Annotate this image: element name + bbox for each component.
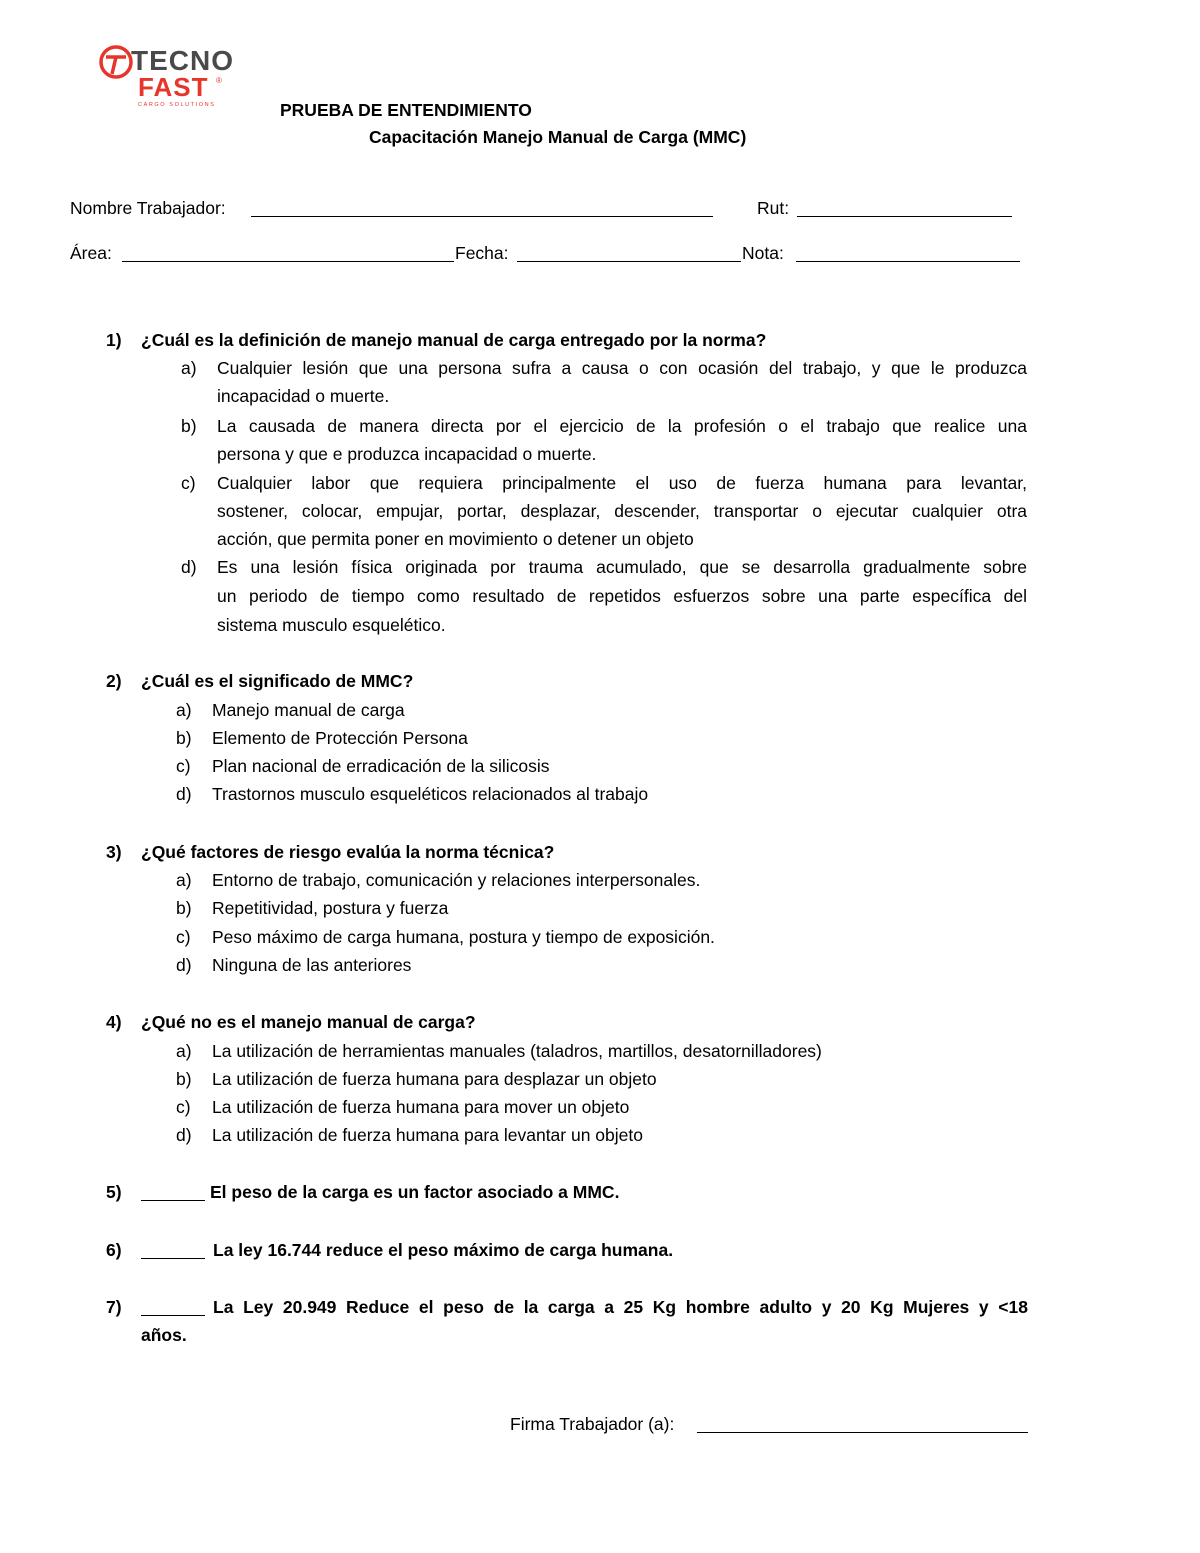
question-number: 6) [106,1240,122,1260]
option-letter: d) [176,1125,192,1145]
option-text-line: incapacidad o muerte. [217,386,390,406]
option-letter: d) [176,784,192,804]
field-nota-line[interactable] [796,243,1020,262]
option-text: Entorno de trabajo, comunicación y relaciones interpersonales. [212,870,701,890]
option-letter: b) [181,416,197,436]
page-title: PRUEBA DE ENTENDIMIENTO [280,100,532,120]
question-number: 1) [106,330,122,350]
field-rut-line[interactable] [797,198,1012,217]
option-letter: a) [176,870,192,890]
option-letter: c) [176,927,191,947]
option-letter: b) [176,1069,192,1089]
signature-label: Firma Trabajador (a): [510,1414,675,1434]
statement-text: La ley 16.744 reduce el peso máximo de carga humana. [213,1240,674,1260]
option-text-line: Cualquier labor que requiera principalmente el uso de fuerza humana para levantar, [217,473,1027,493]
field-rut-label: Rut: [757,198,790,218]
option-letter: d) [176,955,192,975]
field-area-line[interactable] [122,243,454,262]
option-letter: c) [176,756,191,776]
logo-text-tecno: TECNO [131,45,234,76]
statement-text-line: años. [141,1325,187,1345]
option-text: La utilización de fuerza humana para levantar un objeto [212,1125,643,1145]
option-text: La utilización de fuerza humana para mover un objeto [212,1097,630,1117]
answer-blank[interactable] [141,1240,205,1259]
question-number: 5) [106,1182,122,1202]
signature-line[interactable] [697,1414,1028,1433]
option-letter: b) [176,728,192,748]
field-nombre-label: Nombre Trabajador: [70,198,226,218]
field-fecha-label: Fecha: [455,243,509,263]
logo-text-fast: FAST [138,72,209,102]
option-letter: c) [181,473,196,493]
field-fecha-line[interactable] [517,243,741,262]
option-text-line: Cualquier lesión que una persona sufra a causa o con ocasión del trabajo, y que le produzca [217,358,1027,378]
question-number: 2) [106,671,122,691]
option-letter: b) [176,898,192,918]
question-number: 7) [106,1297,122,1317]
field-area-label: Área: [70,243,112,263]
question-number: 3) [106,842,122,862]
option-letter: c) [176,1097,191,1117]
option-text: Plan nacional de erradicación de la silicosis [212,756,550,776]
question-text: ¿Cuál es la definición de manejo manual de carga entregado por la norma? [141,330,767,350]
option-text-line: un periodo de tiempo como resultado de repetidos esfuerzos sobre una parte específica del [217,586,1027,606]
option-letter: a) [181,358,197,378]
option-text-line: persona y que e produzca incapacidad o muerte. [217,444,597,464]
question-text: ¿Cuál es el significado de MMC? [141,671,414,691]
company-logo [98,40,248,112]
logo-registered: ® [216,76,222,85]
option-text-line: La causada de manera directa por el ejercicio de la profesión o el trabajo que realice una [217,416,1027,436]
option-letter: a) [176,1041,192,1061]
option-text: Elemento de Protección Persona [212,728,468,748]
statement-text: El peso de la carga es un factor asociado a MMC. [210,1182,620,1202]
option-text-line: Es una lesión física originada por trauma acumulado, que se desarrolla gradualmente sobre [217,557,1027,577]
option-text-line: sistema musculo esquelético. [217,615,446,635]
question-number: 4) [106,1012,122,1032]
statement-text-line: La Ley 20.949 Reduce el peso de la carga a 25 Kg hombre adulto y 20 Kg Mujeres y <18 [213,1297,1028,1317]
field-nombre-line[interactable] [251,198,713,217]
logo-mark-icon [98,44,134,80]
option-text: Manejo manual de carga [212,700,405,720]
option-text: Trastornos musculo esqueléticos relacionados al trabajo [212,784,649,804]
logo-tagline: CARGO SOLUTIONS [138,102,216,108]
option-text: La utilización de fuerza humana para desplazar un objeto [212,1069,657,1089]
option-text: Ninguna de las anteriores [212,955,412,975]
answer-blank[interactable] [141,1297,205,1316]
field-nota-label: Nota: [742,243,784,263]
option-text-line: acción, que permita poner en movimiento o detener un objeto [217,529,694,549]
option-text: La utilización de herramientas manuales (taladros, martillos, desatornilladores) [212,1041,822,1061]
page-subtitle: Capacitación Manejo Manual de Carga (MMC) [369,127,747,147]
answer-blank[interactable] [141,1182,205,1201]
option-letter: d) [181,557,197,577]
question-text: ¿Qué factores de riesgo evalúa la norma técnica? [141,842,555,862]
option-letter: a) [176,700,192,720]
option-text: Peso máximo de carga humana, postura y tiempo de exposición. [212,927,715,947]
question-text: ¿Qué no es el manejo manual de carga? [141,1012,476,1032]
option-text: Repetitividad, postura y fuerza [212,898,449,918]
option-text-line: sostener, colocar, empujar, portar, desplazar, descender, transportar o ejecutar cualquier otra [217,501,1027,521]
